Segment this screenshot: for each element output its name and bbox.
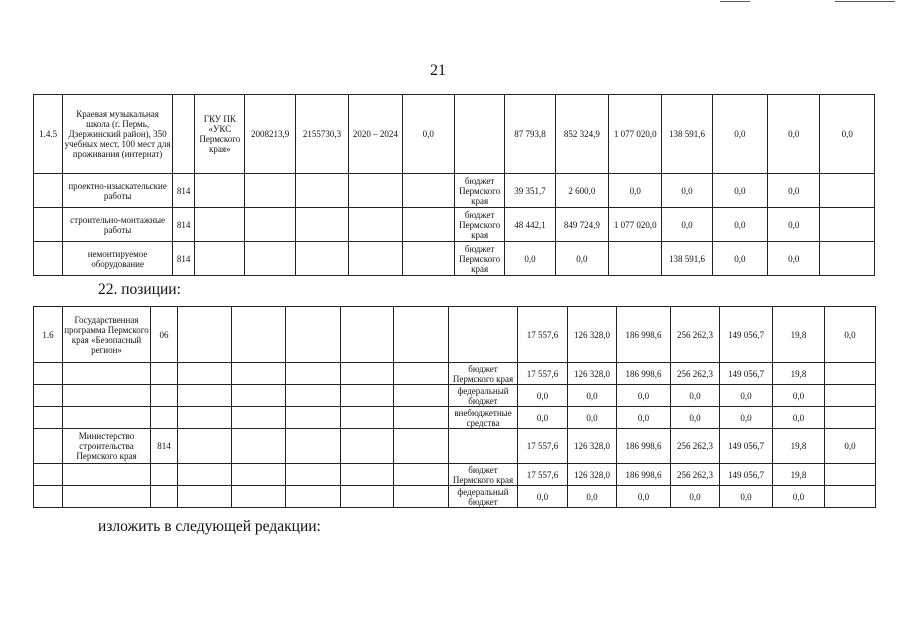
table-cell bbox=[245, 208, 295, 242]
table-cell bbox=[609, 242, 662, 276]
table-cell: 06 bbox=[151, 307, 178, 363]
table-cell bbox=[349, 208, 402, 242]
table-cell: 19,8 bbox=[773, 363, 825, 385]
table-cell: 0,0 bbox=[671, 385, 720, 407]
table-cell bbox=[232, 486, 286, 508]
table-cell bbox=[151, 464, 178, 486]
table-cell: 814 bbox=[172, 242, 194, 276]
table-cell: 0,0 bbox=[773, 407, 825, 429]
table-cell: 2155730,3 bbox=[295, 95, 348, 174]
table-cell: 0,0 bbox=[505, 242, 555, 276]
table-cell bbox=[295, 242, 348, 276]
table-cell: федеральный бюджет bbox=[449, 486, 518, 508]
table-cell: Краевая музыкальная школа (г. Пермь, Дзержинский район), 350 учебных мест, 100 мест для проживания (интернат) bbox=[63, 95, 173, 174]
table-cell: 814 bbox=[172, 208, 194, 242]
table-row bbox=[34, 95, 875, 174]
table-cell bbox=[286, 486, 341, 508]
table-cell: 149 056,7 bbox=[720, 429, 773, 464]
table-cell: 0,0 bbox=[820, 95, 875, 174]
table-cell bbox=[286, 429, 341, 464]
table-cell bbox=[178, 385, 232, 407]
table-cell: 0,0 bbox=[712, 95, 767, 174]
table-row bbox=[34, 174, 875, 208]
table-cell: 17 557,6 bbox=[518, 363, 568, 385]
table-cell: 256 262,3 bbox=[671, 363, 720, 385]
table-row bbox=[34, 307, 876, 363]
table-cell bbox=[341, 363, 394, 385]
table-cell bbox=[232, 307, 286, 363]
table-cell: 0,0 bbox=[720, 407, 773, 429]
table-cell: 0,0 bbox=[568, 486, 617, 508]
scan-mark bbox=[835, 1, 895, 2]
table-cell: 126 328,0 bbox=[568, 429, 617, 464]
table-cell: 0,0 bbox=[671, 407, 720, 429]
table-cell: 17 557,6 bbox=[518, 464, 568, 486]
table-cell bbox=[151, 486, 178, 508]
table-cell bbox=[245, 242, 295, 276]
table-cell bbox=[286, 385, 341, 407]
table-cell: 2020 – 2024 bbox=[349, 95, 402, 174]
table-cell bbox=[63, 486, 151, 508]
table-cell bbox=[286, 363, 341, 385]
table-cell: 19,8 bbox=[773, 307, 825, 363]
table-cell: 0,0 bbox=[617, 385, 671, 407]
table-cell bbox=[178, 464, 232, 486]
table-cell: 186 998,6 bbox=[617, 429, 671, 464]
table-cell bbox=[341, 407, 394, 429]
table-cell bbox=[151, 363, 178, 385]
table-cell: 852 324,9 bbox=[555, 95, 608, 174]
table-cell bbox=[63, 407, 151, 429]
table-row bbox=[34, 429, 876, 464]
table-cell: 0,0 bbox=[568, 407, 617, 429]
table-cell bbox=[232, 363, 286, 385]
table-cell: 149 056,7 bbox=[720, 363, 773, 385]
table-cell: бюджет Пермского края bbox=[454, 208, 504, 242]
table-row bbox=[34, 363, 876, 385]
table-cell bbox=[349, 242, 402, 276]
table-cell: 0,0 bbox=[518, 407, 568, 429]
table-cell: 138 591,6 bbox=[662, 95, 712, 174]
table-cell: 0,0 bbox=[720, 385, 773, 407]
table-cell: 0,0 bbox=[712, 208, 767, 242]
table-cell: 849 724,9 bbox=[555, 208, 608, 242]
table-cell bbox=[286, 464, 341, 486]
table-cell: 126 328,0 bbox=[568, 307, 617, 363]
table-1 bbox=[33, 94, 875, 276]
bottom-text: изложить в следующей редакции: bbox=[98, 518, 321, 535]
table-cell bbox=[820, 208, 875, 242]
table-row bbox=[34, 464, 876, 486]
table-cell bbox=[34, 385, 63, 407]
table-cell: 0,0 bbox=[671, 486, 720, 508]
table-cell: 2008213,9 bbox=[245, 95, 295, 174]
table-cell: 0,0 bbox=[712, 174, 767, 208]
table-cell: 2 600,0 bbox=[555, 174, 608, 208]
section-title: 22. позиции: bbox=[98, 281, 181, 298]
table-cell: 1 077 020,0 bbox=[609, 208, 662, 242]
table-cell: 186 998,6 bbox=[617, 464, 671, 486]
table-cell bbox=[820, 174, 875, 208]
table-cell: 17 557,6 bbox=[518, 307, 568, 363]
table-cell: 0,0 bbox=[555, 242, 608, 276]
table-cell: 1.4.5 bbox=[34, 95, 63, 174]
table-cell bbox=[349, 174, 402, 208]
table-cell: 0,0 bbox=[712, 242, 767, 276]
table-cell bbox=[402, 208, 454, 242]
table-cell bbox=[825, 407, 876, 429]
table-cell: федеральный бюджет bbox=[449, 385, 518, 407]
table-cell: бюджет Пермского края bbox=[449, 464, 518, 486]
table-cell bbox=[178, 307, 232, 363]
table-cell bbox=[394, 385, 449, 407]
table-cell bbox=[151, 385, 178, 407]
table-cell: 814 bbox=[151, 429, 178, 464]
table-cell bbox=[178, 363, 232, 385]
table-cell: 126 328,0 bbox=[568, 464, 617, 486]
table-cell: 256 262,3 bbox=[671, 464, 720, 486]
table-cell bbox=[341, 486, 394, 508]
table-cell bbox=[34, 208, 63, 242]
table-cell: бюджет Пермского края bbox=[449, 363, 518, 385]
table-row bbox=[34, 208, 875, 242]
table-cell bbox=[449, 429, 518, 464]
table-cell: немонтируемое оборудование bbox=[63, 242, 173, 276]
table-cell bbox=[34, 429, 63, 464]
table-cell bbox=[232, 429, 286, 464]
table-cell bbox=[402, 174, 454, 208]
table-cell: 0,0 bbox=[768, 208, 820, 242]
table-cell: 0,0 bbox=[662, 174, 712, 208]
table-cell bbox=[394, 307, 449, 363]
table-row bbox=[34, 242, 875, 276]
table-cell bbox=[394, 464, 449, 486]
table-cell: 0,0 bbox=[617, 407, 671, 429]
table-cell: 0,0 bbox=[773, 385, 825, 407]
table-cell: 149 056,7 bbox=[720, 307, 773, 363]
table-cell bbox=[295, 174, 348, 208]
table-cell bbox=[394, 486, 449, 508]
table-cell bbox=[295, 208, 348, 242]
table-cell: 19,8 bbox=[773, 429, 825, 464]
table-cell: 0,0 bbox=[768, 174, 820, 208]
table-row bbox=[34, 407, 876, 429]
table-cell: 138 591,6 bbox=[662, 242, 712, 276]
table-cell: 87 793,8 bbox=[505, 95, 555, 174]
table-cell: 0,0 bbox=[402, 95, 454, 174]
table-row bbox=[34, 385, 876, 407]
table-cell: 0,0 bbox=[568, 385, 617, 407]
table-cell bbox=[63, 363, 151, 385]
table-cell bbox=[34, 242, 63, 276]
table-cell bbox=[151, 407, 178, 429]
table-cell: 1 077 020,0 bbox=[609, 95, 662, 174]
table-cell: ГКУ ПК «УКС Пермского края» bbox=[195, 95, 245, 174]
table-cell: 0,0 bbox=[773, 486, 825, 508]
table-cell bbox=[232, 464, 286, 486]
table-cell: строительно-монтажные работы bbox=[63, 208, 173, 242]
table-cell: 0,0 bbox=[518, 486, 568, 508]
table-cell: 19,8 bbox=[773, 464, 825, 486]
table-cell: Государственная программа Пермского края «Безопасный регион» bbox=[63, 307, 151, 363]
table-cell bbox=[341, 464, 394, 486]
table-cell bbox=[178, 429, 232, 464]
table-cell: внебюджетные средства bbox=[449, 407, 518, 429]
table-cell bbox=[34, 363, 63, 385]
table-cell: 48 442,1 bbox=[505, 208, 555, 242]
table-cell bbox=[825, 486, 876, 508]
table-cell bbox=[825, 363, 876, 385]
table-cell: 186 998,6 bbox=[617, 307, 671, 363]
table-cell bbox=[245, 174, 295, 208]
table-cell: 0,0 bbox=[825, 307, 876, 363]
table-cell bbox=[195, 208, 245, 242]
table-cell: 17 557,6 bbox=[518, 429, 568, 464]
table-cell: 39 351,7 bbox=[505, 174, 555, 208]
table-cell bbox=[178, 407, 232, 429]
table-cell bbox=[34, 407, 63, 429]
table-cell bbox=[394, 429, 449, 464]
table-cell: Министерство строительства Пермского края bbox=[63, 429, 151, 464]
table-cell: 0,0 bbox=[617, 486, 671, 508]
table-cell bbox=[232, 407, 286, 429]
table-cell: 256 262,3 bbox=[671, 429, 720, 464]
table-cell bbox=[34, 464, 63, 486]
table-cell bbox=[341, 429, 394, 464]
table-cell bbox=[341, 385, 394, 407]
table-cell bbox=[341, 307, 394, 363]
table-cell: 0,0 bbox=[518, 385, 568, 407]
table-cell: проектно-изыскательские работы bbox=[63, 174, 173, 208]
table-cell: 1.6 bbox=[34, 307, 63, 363]
table-cell bbox=[825, 464, 876, 486]
table-cell: бюджет Пермского края bbox=[454, 174, 504, 208]
table-cell: 149 056,7 bbox=[720, 464, 773, 486]
table-cell bbox=[34, 486, 63, 508]
table-cell bbox=[394, 407, 449, 429]
table-cell: 0,0 bbox=[662, 208, 712, 242]
page-number: 21 bbox=[430, 62, 446, 79]
table-cell: 256 262,3 bbox=[671, 307, 720, 363]
table-cell: 0,0 bbox=[768, 242, 820, 276]
table-cell bbox=[454, 95, 504, 174]
table-cell bbox=[825, 385, 876, 407]
table-cell bbox=[172, 95, 194, 174]
table-cell: 186 998,6 bbox=[617, 363, 671, 385]
table-cell: 0,0 bbox=[768, 95, 820, 174]
table-2 bbox=[33, 306, 876, 508]
table-cell bbox=[820, 242, 875, 276]
table-cell: 0,0 bbox=[609, 174, 662, 208]
table-cell: бюджет Пермского края bbox=[454, 242, 504, 276]
table-cell: 126 328,0 bbox=[568, 363, 617, 385]
table-cell: 0,0 bbox=[825, 429, 876, 464]
scan-mark bbox=[720, 1, 750, 2]
table-cell bbox=[402, 242, 454, 276]
table-cell bbox=[178, 486, 232, 508]
table-cell bbox=[286, 307, 341, 363]
table-cell bbox=[286, 407, 341, 429]
table-cell bbox=[195, 242, 245, 276]
table-cell: 814 bbox=[172, 174, 194, 208]
table-cell bbox=[63, 464, 151, 486]
table-cell bbox=[34, 174, 63, 208]
table-cell bbox=[232, 385, 286, 407]
table-cell bbox=[195, 174, 245, 208]
table-cell: 0,0 bbox=[720, 486, 773, 508]
table-cell bbox=[394, 363, 449, 385]
table-cell bbox=[63, 385, 151, 407]
table-cell bbox=[449, 307, 518, 363]
table-row bbox=[34, 486, 876, 508]
